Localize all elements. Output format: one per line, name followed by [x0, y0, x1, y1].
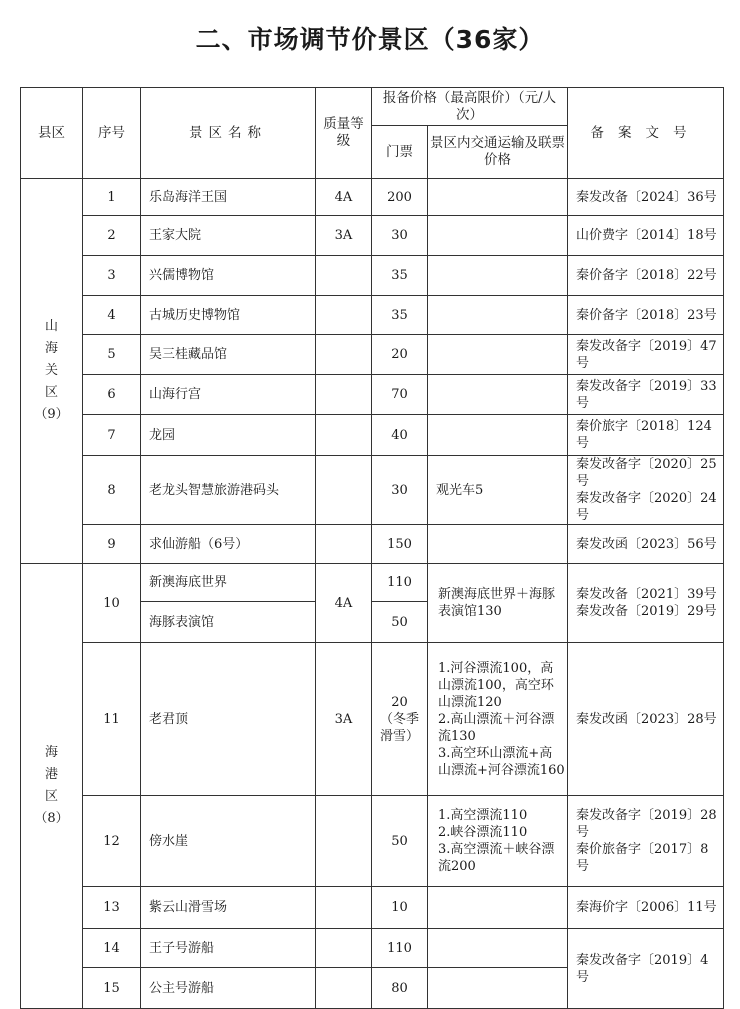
transport-line: 2.峡谷漂流110: [438, 825, 528, 840]
seq-cell: 10: [83, 564, 141, 643]
grade-cell: [316, 456, 372, 525]
table-row: [21, 179, 724, 216]
name-cell: 海豚表演馆: [141, 602, 316, 643]
name-cell: 王家大院: [141, 216, 316, 256]
filing-cell: 秦发改备字〔2019〕33号: [568, 375, 724, 415]
seq-cell: 12: [83, 796, 141, 887]
seq-cell: 5: [83, 335, 141, 375]
filing-cell: 山价费字〔2014〕18号: [568, 216, 724, 256]
table-row: [21, 796, 724, 887]
county-count: （9）: [34, 407, 69, 422]
name-cell: 求仙游船（6号）: [141, 525, 316, 564]
grade-cell: [316, 525, 372, 564]
table-row: [21, 525, 724, 564]
filing-cell: 秦价备字〔2018〕23号: [568, 296, 724, 335]
grade-cell: 4A: [316, 179, 372, 216]
scenic-price-table: [20, 87, 724, 1009]
ticket-cell: 20: [372, 335, 428, 375]
seq-cell: 9: [83, 525, 141, 564]
header-grade: 质量等级: [316, 88, 372, 179]
transport-cell: 新澳海底世界＋海豚表演馆130: [428, 564, 568, 643]
grade-cell: [316, 968, 372, 1009]
header-seq: 序号: [83, 88, 141, 179]
transport-cell: [428, 887, 568, 929]
header-county: 县区: [21, 88, 83, 179]
ticket-cell: 80: [372, 968, 428, 1009]
filing-line: 秦发改备〔2021〕39号: [576, 587, 717, 602]
header-filing: 备案文号: [568, 88, 724, 179]
name-cell: 傍水崖: [141, 796, 316, 887]
table-row: [21, 456, 724, 525]
transport-cell: [428, 216, 568, 256]
grade-cell: 3A: [316, 643, 372, 796]
table-row: [21, 375, 724, 415]
table-row: [21, 256, 724, 296]
header-row: [21, 88, 724, 126]
ticket-cell: 110: [372, 929, 428, 968]
table-row: [21, 887, 724, 929]
transport-cell: [428, 296, 568, 335]
name-cell: 兴儒博物馆: [141, 256, 316, 296]
county-cell: [21, 564, 83, 1009]
page-title: 二、市场调节价景区（36家）: [195, 25, 545, 54]
name-cell: 紫云山滑雪场: [141, 887, 316, 929]
seq-cell: 15: [83, 968, 141, 1009]
name-cell: 公主号游船: [141, 968, 316, 1009]
filing-line: 秦发改备〔2019〕29号: [576, 604, 717, 619]
ticket-cell: 110: [372, 564, 428, 602]
filing-cell: 秦发改备〔2024〕36号: [568, 179, 724, 216]
transport-line: 2.高山漂流＋河谷漂流130: [438, 711, 555, 744]
filing-cell: 秦发改备字〔2019〕47号: [568, 335, 724, 375]
grade-cell: [316, 796, 372, 887]
filing-cell: 秦发改备字〔2019〕4号: [568, 929, 724, 1009]
filing-line: 秦发改备字〔2020〕25号: [576, 457, 717, 489]
transport-cell: [428, 968, 568, 1009]
name-cell: 吴三桂藏品馆: [141, 335, 316, 375]
filing-cell: 秦发改函〔2023〕28号: [568, 643, 724, 796]
ticket-cell: 30: [372, 216, 428, 256]
transport-cell: [428, 375, 568, 415]
name-cell: 乐岛海洋王国: [141, 179, 316, 216]
filing-cell: 秦发改函〔2023〕56号: [568, 525, 724, 564]
ticket-cell: 150: [372, 525, 428, 564]
transport-cell: [428, 643, 568, 796]
transport-cell: 观光车5: [428, 456, 568, 525]
name-cell: 新澳海底世界: [141, 564, 316, 602]
grade-cell: [316, 335, 372, 375]
county-cell: [21, 179, 83, 564]
ticket-cell: 30: [372, 456, 428, 525]
seq-cell: 2: [83, 216, 141, 256]
ticket-cell: 35: [372, 296, 428, 335]
name-cell: 古城历史博物馆: [141, 296, 316, 335]
ticket-cell: 35: [372, 256, 428, 296]
grade-cell: [316, 887, 372, 929]
seq-cell: 4: [83, 296, 141, 335]
filing-cell: [568, 456, 724, 525]
ticket-cell: 70: [372, 375, 428, 415]
table-row: [21, 643, 724, 796]
transport-cell: [428, 929, 568, 968]
transport-line: 3.高空漂流＋峡谷漂流200: [438, 842, 555, 874]
seq-cell: 7: [83, 415, 141, 456]
transport-cell: [428, 525, 568, 564]
name-cell: 老君顶: [141, 643, 316, 796]
seq-cell: 6: [83, 375, 141, 415]
transport-line: 3.高空环山漂流+高山漂流+河谷漂流160: [438, 745, 565, 778]
filing-cell: 秦海价字〔2006〕11号: [568, 887, 724, 929]
name-cell: 山海行宫: [141, 375, 316, 415]
filing-line: 秦发改备字〔2020〕24号: [576, 491, 717, 523]
transport-cell: [428, 335, 568, 375]
table-row: [21, 415, 724, 456]
filing-cell: [568, 564, 724, 643]
table-row: [21, 929, 724, 968]
filing-cell: 秦价旅字〔2018〕124号: [568, 415, 724, 456]
grade-cell: [316, 256, 372, 296]
header-name: 景区名称: [141, 88, 316, 179]
table-row: [21, 296, 724, 335]
filing-line: 秦发改备字〔2019〕28号: [576, 808, 717, 840]
grade-cell: 3A: [316, 216, 372, 256]
seq-cell: 8: [83, 456, 141, 525]
transport-cell: [428, 796, 568, 887]
table-row: [21, 564, 724, 602]
grade-cell: [316, 929, 372, 968]
ticket-cell: 10: [372, 887, 428, 929]
header-price-group: 报备价格（最高限价）（元/人次）: [372, 88, 568, 126]
grade-cell: [316, 375, 372, 415]
county-name: 山海关区: [44, 319, 58, 400]
name-cell: 老龙头智慧旅游港码头: [141, 456, 316, 525]
header-transport: 景区内交通运输及联票价格: [428, 126, 568, 179]
table-row: [21, 335, 724, 375]
seq-cell: 3: [83, 256, 141, 296]
transport-cell: [428, 256, 568, 296]
county-name: 海港区: [44, 745, 58, 804]
filing-cell: 秦价备字〔2018〕22号: [568, 256, 724, 296]
transport-line: 1.河谷漂流100，高山漂流100，高空环山漂流120: [438, 660, 554, 710]
ticket-cell: 40: [372, 415, 428, 456]
filing-cell: [568, 796, 724, 887]
ticket-cell: 200: [372, 179, 428, 216]
ticket-cell: 50: [372, 602, 428, 643]
seq-cell: 11: [83, 643, 141, 796]
grade-cell: [316, 296, 372, 335]
county-count: （8）: [34, 811, 69, 826]
grade-cell: [316, 415, 372, 456]
filing-line: 秦价旅备字〔2017〕8号: [576, 842, 709, 874]
ticket-cell: 20（冬季滑雪）: [372, 643, 428, 796]
grade-cell: 4A: [316, 564, 372, 643]
name-cell: 龙园: [141, 415, 316, 456]
name-cell: 王子号游船: [141, 929, 316, 968]
transport-cell: [428, 415, 568, 456]
seq-cell: 14: [83, 929, 141, 968]
table-row: [21, 216, 724, 256]
seq-cell: 1: [83, 179, 141, 216]
transport-line: 1.高空漂流110: [438, 808, 528, 823]
header-ticket: 门票: [372, 126, 428, 179]
ticket-cell: 50: [372, 796, 428, 887]
transport-cell: [428, 179, 568, 216]
seq-cell: 13: [83, 887, 141, 929]
